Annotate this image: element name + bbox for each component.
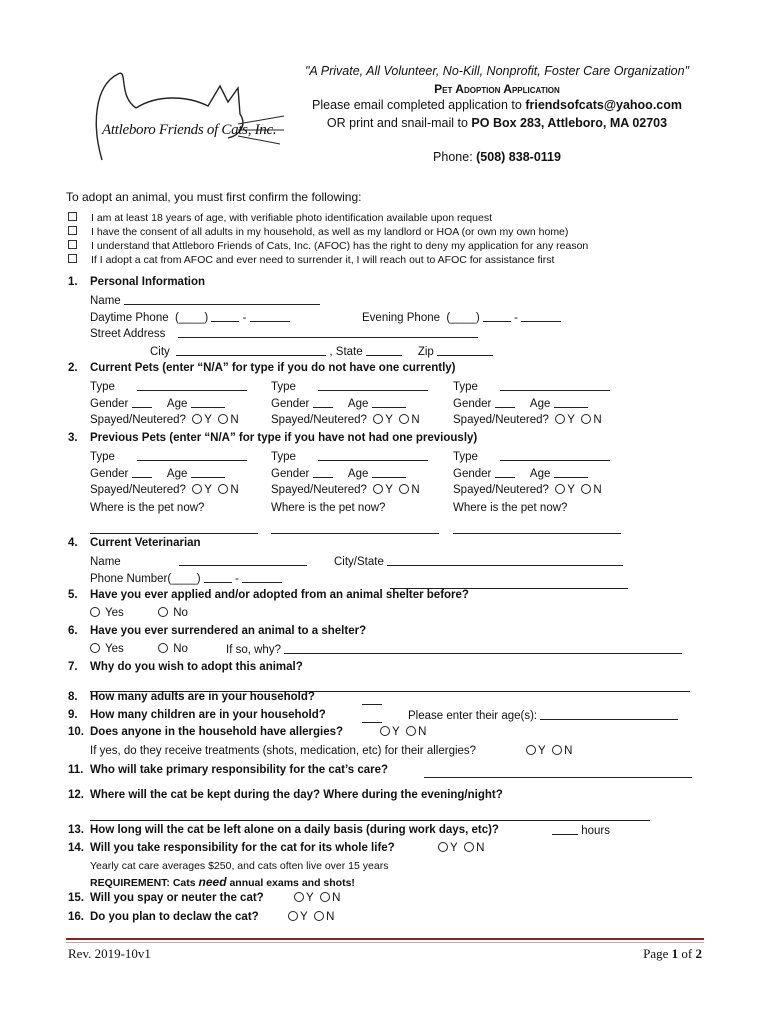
section-7-num: 7. (68, 661, 78, 673)
responsibility-field[interactable] (424, 764, 692, 782)
radio-yes[interactable] (288, 911, 298, 921)
children-count-field[interactable] (362, 709, 382, 727)
pet-where-field[interactable] (453, 520, 621, 538)
daytime-phone-field[interactable]: Daytime Phone (____) - (90, 311, 290, 324)
prev-pet-gender-age-field[interactable]: Gender Age (453, 467, 588, 480)
section-16-num: 16. (68, 911, 84, 923)
allergy-treatment-options: Y N (526, 745, 572, 757)
pet-gender-age-field[interactable]: Gender Age (453, 397, 588, 410)
section-10-question: Does anyone in the household have allergies? (90, 726, 344, 738)
radio-yes[interactable] (555, 414, 565, 424)
tagline: "A Private, All Volunteer, No-Kill, Nonprofit, Foster Care Organization" (304, 64, 690, 78)
pet-type-field[interactable]: Type (90, 380, 247, 393)
section-7-question: Why do you wish to adopt this animal? (90, 661, 303, 673)
spay-options: Y N (294, 892, 340, 904)
vet-name-field[interactable]: Name (90, 555, 307, 568)
section-13-question: How long will the cat be left alone on a daily basis (during work days, etc)? (90, 824, 499, 836)
pet-gender-age-field[interactable]: Gender Age (90, 397, 225, 410)
radio-no[interactable] (552, 745, 562, 755)
prev-pet-type-field[interactable]: Type (90, 450, 247, 463)
section-4-num: 4. (68, 537, 78, 549)
radio-no[interactable] (218, 414, 228, 424)
section-15-question: Will you spay or neuter the cat? (90, 892, 264, 904)
street-address-field[interactable]: Street Address (90, 327, 478, 340)
radio-yes[interactable] (380, 726, 390, 736)
radio-no[interactable] (399, 484, 409, 494)
radio-no[interactable] (464, 842, 474, 852)
pet-spayed-field: Spayed/Neutered? Y N (453, 414, 602, 426)
radio-yes[interactable] (294, 892, 304, 902)
allergies-options: Y N (380, 726, 426, 738)
section-1-title: Personal Information (90, 276, 206, 288)
section-2-title: Current Pets (enter “N/A” for type if you do not have one currently) (90, 362, 456, 374)
section-9-num: 9. (68, 709, 78, 721)
pet-where-field[interactable] (90, 520, 258, 538)
cat-logo-icon (88, 56, 288, 166)
logo (88, 56, 288, 166)
pet-where-label: Where is the pet now? (271, 502, 386, 514)
prev-pet-gender-age-field[interactable]: Gender Age (271, 467, 406, 480)
radio-no[interactable] (581, 414, 591, 424)
section-15-num: 15. (68, 892, 84, 904)
section-12-num: 12. (68, 789, 84, 801)
prev-pet-type-field[interactable]: Type (453, 450, 610, 463)
radio-no[interactable] (218, 484, 228, 494)
section-8-question: How many adults are in your household? (90, 691, 315, 703)
section-14-question: Will you take responsibility for the cat for its whole life? (90, 842, 395, 854)
pet-spayed-field: Spayed/Neutered? Y N (271, 414, 420, 426)
section-14-num: 14. (68, 842, 84, 854)
checkbox[interactable] (68, 240, 77, 249)
section-9-question: How many children are in your household? (90, 709, 326, 721)
pet-gender-age-field[interactable]: Gender Age (271, 397, 406, 410)
section-4-title: Current Veterinarian (90, 537, 201, 549)
checkbox[interactable] (68, 226, 77, 235)
hours-alone-field[interactable]: hours (552, 824, 610, 837)
radio-no[interactable] (320, 892, 330, 902)
mail-line: OR print and snail-mail to PO Box 283, Attleboro, MA 02703 (326, 116, 668, 130)
surrender-yes-option[interactable]: Yes (90, 643, 124, 655)
section-2-num: 2. (68, 362, 78, 374)
section-1-num: 1. (68, 276, 78, 288)
section-6-num: 6. (68, 625, 78, 637)
pet-type-field[interactable]: Type (271, 380, 428, 393)
phone-line: Phone: (508) 838-0119 (433, 150, 561, 164)
radio-yes[interactable] (555, 484, 565, 494)
footer-divider-thin (66, 942, 704, 943)
section-11-question: Who will take primary responsibility for the cat’s care? (90, 764, 389, 776)
care-cost-note: Yearly cat care averages $250, and cats often live over 15 years (90, 860, 389, 872)
radio-no[interactable] (314, 911, 324, 921)
name-field[interactable]: Name (90, 294, 320, 307)
declaw-options: Y N (288, 911, 334, 923)
radio-no[interactable] (581, 484, 591, 494)
radio-no[interactable] (406, 726, 416, 736)
radio-yes[interactable] (192, 414, 202, 424)
section-12-question: Where will the cat be kept during the day? Where during the evening/night? (90, 789, 503, 801)
revision-label: Rev. 2019-10v1 (68, 946, 151, 961)
confirm-item[interactable]: If I adopt a cat from AFOC and ever need to surrender it, I will reach out to AFOC for assistance first (68, 254, 554, 266)
footer-divider (66, 938, 704, 940)
section-6-question: Have you ever surrendered an animal to a shelter? (90, 625, 367, 637)
requirement-note: REQUIREMENT: Cats need annual exams and shots! (90, 875, 355, 889)
cat-location-field[interactable] (90, 807, 650, 825)
email-line: Please email completed application to friendsofcats@yahoo.com (312, 98, 682, 112)
confirm-intro: To adopt an animal, you must first confirm the following: (66, 190, 362, 204)
prev-pet-gender-age-field[interactable]: Gender Age (90, 467, 225, 480)
doc-title: Pet Adoption Application (434, 82, 560, 96)
prev-pet-spayed-field: Spayed/Neutered? Y N (90, 484, 239, 496)
section-3-title: Previous Pets (enter “N/A” for type if you have not had one previously) (90, 432, 478, 444)
confirm-item[interactable]: I am at least 18 years of age, with verifiable photo identification available upon request (68, 212, 492, 224)
pet-where-field[interactable] (271, 520, 439, 538)
radio-yes[interactable] (192, 484, 202, 494)
surrender-no-option[interactable]: No (158, 643, 188, 655)
radio-yes[interactable] (526, 745, 536, 755)
surrender-why-field[interactable]: If so, why? (226, 643, 682, 656)
section-13-num: 13. (68, 824, 84, 836)
prev-pet-spayed-field: Spayed/Neutered? Y N (453, 484, 602, 496)
allergy-treatment-question: If yes, do they receive treatments (shots, medication, etc) for their allergies? (90, 745, 477, 757)
radio-yes[interactable] (438, 842, 448, 852)
children-ages-field[interactable]: Please enter their age(s): (408, 709, 678, 722)
city-state-zip-field[interactable]: City , State Zip (150, 345, 493, 358)
email-address[interactable]: friendsofcats@yahoo.com (525, 98, 682, 112)
checkbox[interactable] (68, 212, 77, 221)
section-8-num: 8. (68, 691, 78, 703)
page-number: Page 1 of 2 (643, 946, 702, 961)
pet-where-label: Where is the pet now? (90, 502, 205, 514)
section-16-question: Do you plan to declaw the cat? (90, 911, 259, 923)
checkbox[interactable] (68, 254, 77, 263)
prev-pet-type-field[interactable]: Type (271, 450, 428, 463)
confirm-item[interactable]: I have the consent of all adults in my household, as well as my landlord or HOA (or own my own home) (68, 226, 568, 238)
section-5-question: Have you ever applied and/or adopted from an animal shelter before? (90, 589, 469, 601)
vet-city-state-field[interactable]: City/State (334, 555, 623, 568)
vet-phone-field[interactable]: Phone Number(____) - (90, 572, 282, 585)
logo-text: Attleboro Friends of Cats, Inc. (102, 122, 277, 138)
section-11-num: 11. (68, 764, 84, 776)
shelter-no-option[interactable]: No (158, 607, 188, 619)
pet-where-label: Where is the pet now? (453, 502, 568, 514)
prev-pet-spayed-field: Spayed/Neutered? Y N (271, 484, 420, 496)
shelter-yes-option[interactable]: Yes (90, 607, 124, 619)
section-3-num: 3. (68, 432, 78, 444)
radio-no[interactable] (399, 414, 409, 424)
section-5-num: 5. (68, 589, 78, 601)
pet-spayed-field: Spayed/Neutered? Y N (90, 414, 239, 426)
adults-count-field[interactable] (362, 691, 382, 709)
section-10-num: 10. (68, 726, 84, 738)
radio-yes[interactable] (373, 414, 383, 424)
confirm-item[interactable]: I understand that Attleboro Friends of Cats, Inc. (AFOC) has the right to deny my application for any reason (68, 240, 588, 252)
radio-yes[interactable] (373, 484, 383, 494)
evening-phone-field[interactable]: Evening Phone (____) - (362, 311, 561, 324)
pet-type-field[interactable]: Type (453, 380, 610, 393)
lifetime-options: Y N (438, 842, 484, 854)
